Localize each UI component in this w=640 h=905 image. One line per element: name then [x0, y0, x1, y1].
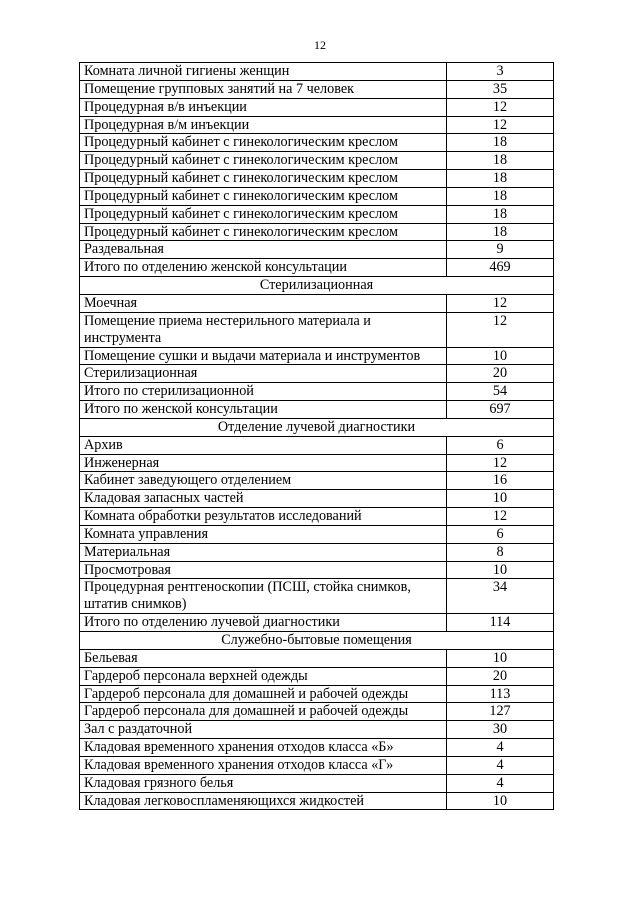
table-row — [80, 223, 554, 241]
room-name-cell: Процедурный кабинет с гинекологическим креслом — [80, 170, 447, 188]
room-name-cell: Итого по стерилизационной — [80, 383, 447, 401]
table-row — [80, 721, 554, 739]
table-row — [80, 205, 554, 223]
section-header-row — [80, 277, 554, 295]
room-name-cell: Процедурный кабинет с гинекологическим креслом — [80, 223, 447, 241]
room-area-cell: 10 — [447, 347, 554, 365]
room-name-cell: Процедурный кабинет с гинекологическим креслом — [80, 152, 447, 170]
table-row — [80, 116, 554, 134]
room-area-cell: 12 — [447, 312, 554, 347]
room-name-cell: Кладовая легковоспламеняющихся жидкостей — [80, 792, 447, 810]
table-row — [80, 543, 554, 561]
room-area-cell: 114 — [447, 614, 554, 632]
table-row — [80, 436, 554, 454]
table-row — [80, 703, 554, 721]
room-name-cell: Просмотровая — [80, 561, 447, 579]
room-name-cell: Комната личной гигиены женщин — [80, 63, 447, 81]
room-area-cell: 54 — [447, 383, 554, 401]
room-area-cell: 18 — [447, 187, 554, 205]
room-name-cell: Гардероб персонала для домашней и рабочей одежды — [80, 685, 447, 703]
room-name-cell: Моечная — [80, 294, 447, 312]
room-area-cell: 469 — [447, 259, 554, 277]
room-name-cell: Итого по отделению лучевой диагностики — [80, 614, 447, 632]
room-name-cell: Кабинет заведующего отделением — [80, 472, 447, 490]
table-row — [80, 561, 554, 579]
room-area-cell: 9 — [447, 241, 554, 259]
room-name-cell: Итого по женской консультации — [80, 401, 447, 419]
table-row — [80, 80, 554, 98]
room-name-cell: Комната управления — [80, 525, 447, 543]
page-number: 12 — [314, 38, 326, 52]
room-area-cell: 18 — [447, 170, 554, 188]
room-name-cell: Помещение приема нестерильного материала и инструмента — [80, 312, 447, 347]
room-area-cell: 12 — [447, 116, 554, 134]
room-name-cell: Процедурная в/в инъекции — [80, 98, 447, 116]
room-area-cell: 34 — [447, 579, 554, 614]
room-area-cell: 4 — [447, 756, 554, 774]
rooms-table — [79, 62, 554, 810]
section-title: Стерилизационная — [80, 277, 554, 295]
room-name-cell: Кладовая временного хранения отходов класса «Б» — [80, 739, 447, 757]
room-name-cell: Гардероб персонала верхней одежды — [80, 667, 447, 685]
room-area-cell: 697 — [447, 401, 554, 419]
table-row — [80, 685, 554, 703]
room-area-cell: 16 — [447, 472, 554, 490]
table-row — [80, 365, 554, 383]
table-row — [80, 454, 554, 472]
room-name-cell: Комната обработки результатов исследований — [80, 508, 447, 526]
room-name-cell: Зал с раздаточной — [80, 721, 447, 739]
table-row — [80, 241, 554, 259]
room-area-cell: 20 — [447, 667, 554, 685]
table-row — [80, 667, 554, 685]
room-area-cell: 18 — [447, 223, 554, 241]
room-name-cell: Инженерная — [80, 454, 447, 472]
table-row — [80, 525, 554, 543]
table-row — [80, 774, 554, 792]
table-row — [80, 294, 554, 312]
room-area-cell: 30 — [447, 721, 554, 739]
section-header-row — [80, 632, 554, 650]
room-name-cell: Раздевальная — [80, 241, 447, 259]
table-row — [80, 739, 554, 757]
room-area-cell: 113 — [447, 685, 554, 703]
table-row — [80, 187, 554, 205]
room-name-cell: Помещение сушки и выдачи материала и инструментов — [80, 347, 447, 365]
room-area-cell: 12 — [447, 98, 554, 116]
table-row — [80, 401, 554, 419]
room-name-cell: Процедурный кабинет с гинекологическим креслом — [80, 187, 447, 205]
table-row — [80, 152, 554, 170]
room-name-cell: Помещение групповых занятий на 7 человек — [80, 80, 447, 98]
room-area-cell: 127 — [447, 703, 554, 721]
table-row — [80, 63, 554, 81]
table-row — [80, 98, 554, 116]
room-area-cell: 8 — [447, 543, 554, 561]
room-area-cell: 12 — [447, 508, 554, 526]
section-title: Отделение лучевой диагностики — [80, 418, 554, 436]
room-name-cell: Процедурная в/м инъекции — [80, 116, 447, 134]
table-row — [80, 508, 554, 526]
table-row — [80, 472, 554, 490]
room-area-cell: 4 — [447, 739, 554, 757]
room-area-cell: 6 — [447, 525, 554, 543]
table-row — [80, 792, 554, 810]
table-row — [80, 490, 554, 508]
rooms-table-body — [80, 63, 554, 810]
room-area-cell: 10 — [447, 792, 554, 810]
section-header-row — [80, 418, 554, 436]
room-area-cell: 6 — [447, 436, 554, 454]
room-name-cell: Процедурная рентгеноскопии (ПСШ, стойка снимков, штатив снимков) — [80, 579, 447, 614]
room-name-cell: Архив — [80, 436, 447, 454]
table-row — [80, 347, 554, 365]
room-area-cell: 12 — [447, 454, 554, 472]
table-row — [80, 312, 554, 347]
room-area-cell: 18 — [447, 152, 554, 170]
room-area-cell: 35 — [447, 80, 554, 98]
table-row — [80, 579, 554, 614]
room-area-cell: 10 — [447, 649, 554, 667]
room-name-cell: Процедурный кабинет с гинекологическим креслом — [80, 134, 447, 152]
table-row — [80, 383, 554, 401]
room-name-cell: Итого по отделению женской консультации — [80, 259, 447, 277]
room-name-cell: Бельевая — [80, 649, 447, 667]
room-name-cell: Гардероб персонала для домашней и рабочей одежды — [80, 703, 447, 721]
room-name-cell: Процедурный кабинет с гинекологическим креслом — [80, 205, 447, 223]
room-name-cell: Кладовая временного хранения отходов класса «Г» — [80, 756, 447, 774]
room-area-cell: 12 — [447, 294, 554, 312]
room-area-cell: 20 — [447, 365, 554, 383]
room-area-cell: 10 — [447, 561, 554, 579]
room-area-cell: 18 — [447, 134, 554, 152]
table-row — [80, 259, 554, 277]
room-area-cell: 18 — [447, 205, 554, 223]
table-row — [80, 170, 554, 188]
room-area-cell: 3 — [447, 63, 554, 81]
room-area-cell: 10 — [447, 490, 554, 508]
room-name-cell: Материальная — [80, 543, 447, 561]
table-row — [80, 614, 554, 632]
room-name-cell: Кладовая грязного белья — [80, 774, 447, 792]
table-row — [80, 756, 554, 774]
room-name-cell: Стерилизационная — [80, 365, 447, 383]
table-row — [80, 134, 554, 152]
room-area-cell: 4 — [447, 774, 554, 792]
room-name-cell: Кладовая запасных частей — [80, 490, 447, 508]
table-row — [80, 649, 554, 667]
section-title: Служебно-бытовые помещения — [80, 632, 554, 650]
